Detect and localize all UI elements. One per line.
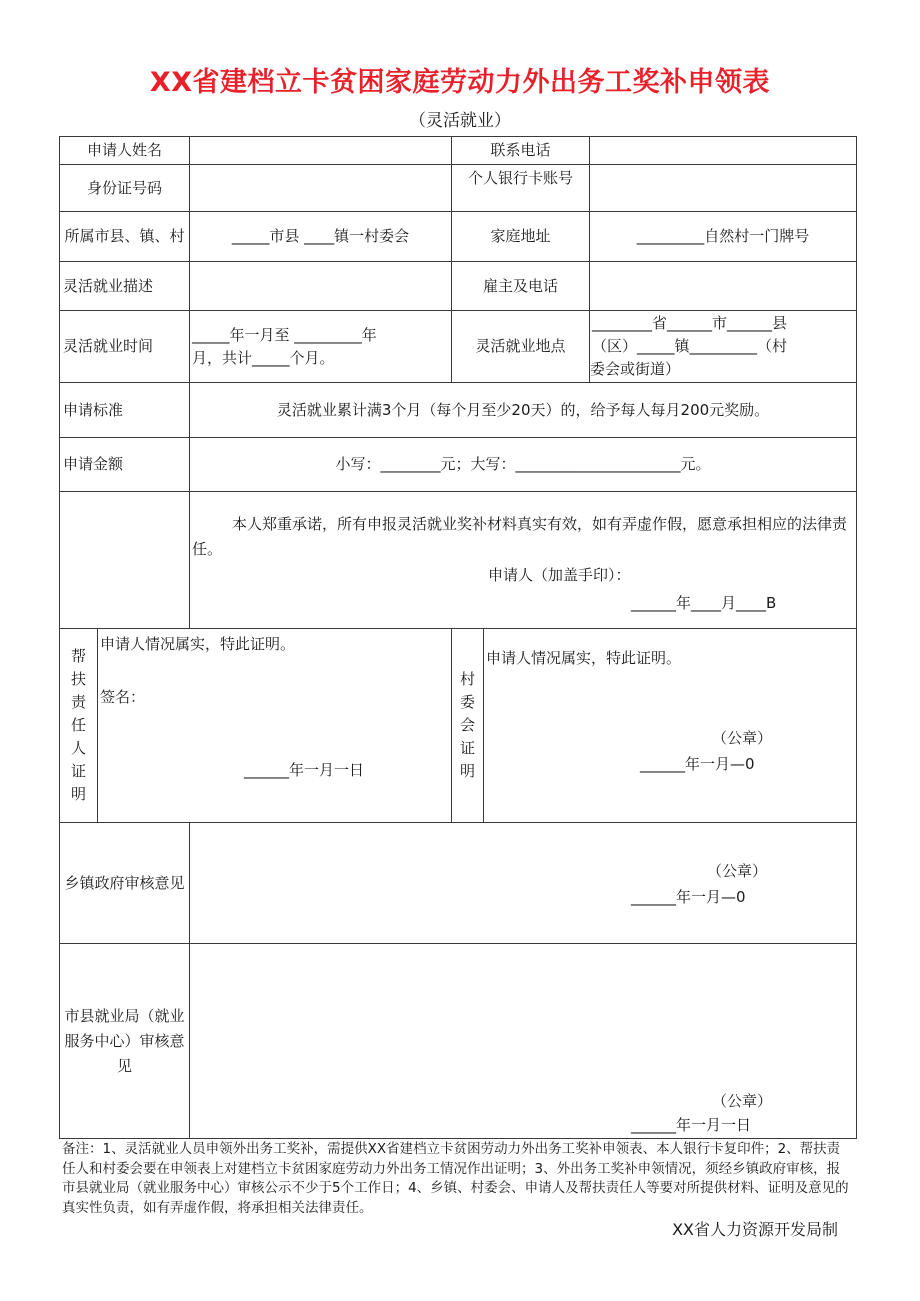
bank-label: 个人银行卡账号 xyxy=(452,165,590,212)
id-field[interactable] xyxy=(190,165,452,212)
standard-label: 申请标准 xyxy=(60,383,190,438)
pledge-text: 本人郑重承诺，所有申报灵活就业奖补材料真实有效，如有弄虚作假，愿意承担相应的法律责任。 xyxy=(192,515,848,558)
helper-sign[interactable]: 签名： xyxy=(100,688,146,706)
area-field[interactable]: _____市县 ____镇一村委会 xyxy=(190,212,452,262)
bank-field[interactable] xyxy=(590,165,857,212)
pledge-signer: 申请人（加盖手印）： xyxy=(488,566,631,584)
time-line-1: _____年一月至 _________年 xyxy=(192,325,377,344)
pledge-date[interactable]: ______年____月____B xyxy=(631,594,777,612)
helper-text: 申请人情况属实，特此证明。 xyxy=(100,635,296,653)
place-line-1: ________省______市______县 xyxy=(592,314,788,332)
helper-cell xyxy=(98,629,452,823)
desc-label: 灵活就业描述 xyxy=(60,262,190,311)
name-field[interactable] xyxy=(190,137,452,165)
name-label: 申请人姓名 xyxy=(60,137,190,165)
pledge-cell xyxy=(190,492,857,629)
employer-field[interactable] xyxy=(590,262,857,311)
helper-label-cell xyxy=(60,629,98,823)
desc-field[interactable] xyxy=(190,262,452,311)
helper-date[interactable]: ______年一月一日 xyxy=(244,761,365,779)
place-line-2: （区）_____镇_________（村 xyxy=(592,337,788,355)
village-date[interactable]: ______年一月—0 xyxy=(640,755,755,773)
place-line-3: 委会或街道） xyxy=(590,360,681,378)
helper-label: 帮扶责任人证明 xyxy=(70,647,86,803)
village-label-cell xyxy=(452,629,484,823)
address-field[interactable]: _________自然村一门牌号 xyxy=(590,212,857,262)
area-label: 所属市县、镇、村 xyxy=(60,212,190,262)
village-text: 申请人情况属实，特此证明。 xyxy=(486,649,682,667)
bureau-cell xyxy=(190,944,857,1139)
bureau-date[interactable]: ______年一月一日 xyxy=(631,1116,752,1134)
phone-field[interactable] xyxy=(590,137,857,165)
amount-label: 申请金额 xyxy=(60,438,190,492)
id-label: 身份证号码 xyxy=(60,165,190,212)
town-date[interactable]: ______年一月—0 xyxy=(631,888,746,906)
employer-label: 雇主及电话 xyxy=(452,262,590,311)
village-seal: （公章） xyxy=(712,729,773,747)
amount-field[interactable]: 小写：________元；大写：______________________元。 xyxy=(190,438,857,492)
time-line-2: 月，共计_____个月。 xyxy=(192,348,335,367)
time-label: 灵活就业时间 xyxy=(60,311,190,383)
form-subtitle: （灵活就业） xyxy=(409,111,511,131)
phone-label: 联系电话 xyxy=(452,137,590,165)
village-cell xyxy=(484,629,857,823)
standard-value: 灵活就业累计满3个月（每个月至少20天）的，给予每人每月200元奖励。 xyxy=(190,383,857,438)
place-label: 灵活就业地点 xyxy=(452,311,590,383)
village-label: 村委会证明 xyxy=(460,670,476,780)
application-form xyxy=(59,136,857,1139)
time-field[interactable] xyxy=(190,311,452,383)
form-notes: 备注：1、灵活就业人员申领外出务工奖补，需提供XX省建档立卡贫困劳动力外出务工奖补申领表、本人银行卡复印件；2、帮扶责任人和村委会要在申领表上对建档立卡贫困家庭劳动力外出务工情况作出证明；3、外出务工奖补申领情况，须经乡镇政府审核，报市县就业局（就业服务中心）审核公示不少于5个工作日；4、乡镇、村委会、申请人及帮扶责任人等要对所提供材料、证明及意见的真实性负责，如有弄虚作假，将承担相关法律责任。 xyxy=(62,1141,849,1216)
issuer: XX省人力资源开发局制 xyxy=(672,1220,838,1239)
town-cell xyxy=(190,823,857,944)
bureau-label: 市县就业局（就业服务中心）审核意见 xyxy=(60,944,190,1139)
town-label: 乡镇政府审核意见 xyxy=(60,823,190,944)
form-title: XX省建档立卡贫困家庭劳动力外出务工奖补申领表 xyxy=(149,67,771,98)
place-field[interactable] xyxy=(590,311,857,383)
address-label: 家庭地址 xyxy=(452,212,590,262)
town-seal: （公章） xyxy=(707,862,768,880)
pledge-blank xyxy=(60,492,190,629)
bureau-seal: （公章） xyxy=(712,1092,773,1110)
